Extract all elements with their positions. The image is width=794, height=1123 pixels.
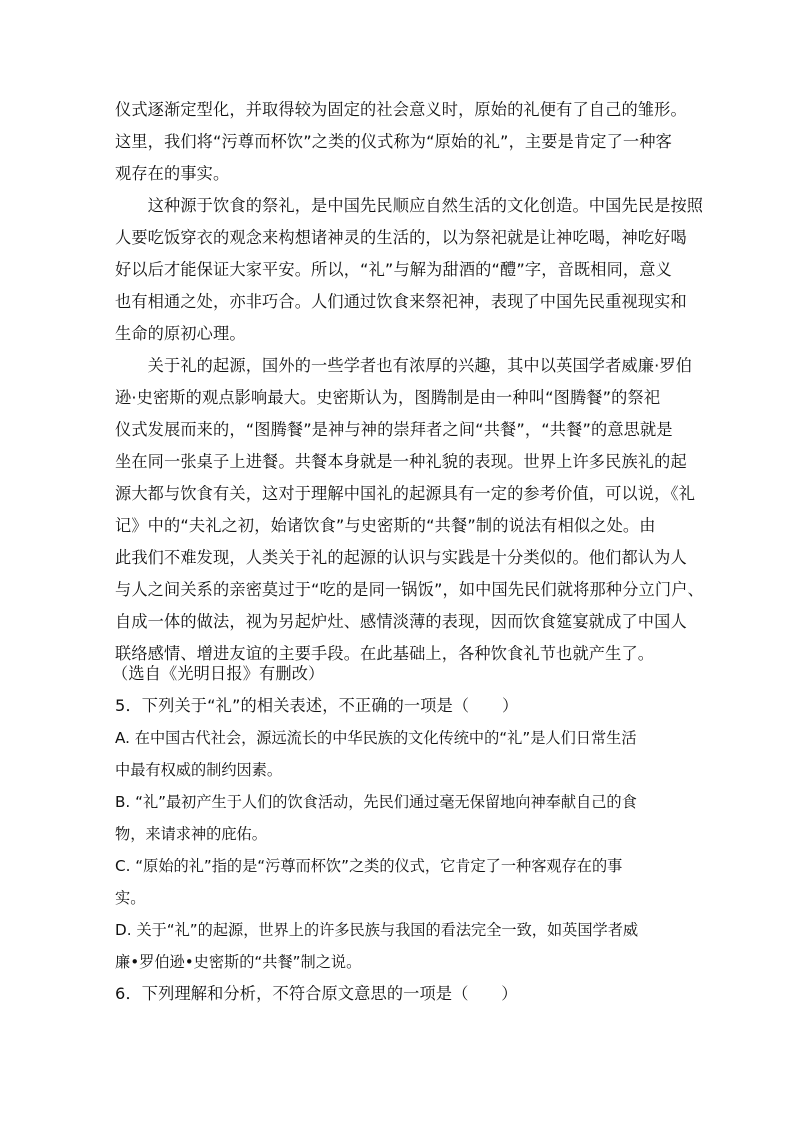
question-5-option-c-cont: 实。 xyxy=(115,889,146,907)
text-line: 这里，我们将“污尊而杯饮”之类的仪式称为“原始的礼”，主要是肯定了一种客 xyxy=(115,132,672,151)
question-5-option-a: A. 在中国古代社会，源远流长的中华民族的文化传统中的“礼”是人们日常生活 xyxy=(115,729,637,747)
source-citation: （选自《光明日报》有删改） xyxy=(112,664,325,683)
text-line: 逊·史密斯的观点影响最大。史密斯认为，图腾制是由一种叫“图腾餐”的祭祀 xyxy=(115,388,661,407)
question-5-stem: 5．下列关于“礼”的相关表述，不正确的一项是（ ） xyxy=(115,696,519,715)
text-line: 此我们不难发现，人类关于礼的起源的认识与实践是十分类似的。他们都认为人 xyxy=(115,548,687,567)
question-5-option-c: C. “原始的礼”指的是“污尊而杯饮”之类的仪式，它肯定了一种客观存在的事 xyxy=(115,857,623,875)
question-5-option-a-cont: 中最有权威的制约因素。 xyxy=(115,761,283,779)
text-line: 观存在的事实。 xyxy=(115,164,230,183)
text-line: 这种源于饮食的祭礼，是中国先民顺应自然生活的文化创造。中国先民是按照 xyxy=(115,196,704,215)
text-line: 仪式发展而来的，“图腾餐”是神与神的崇拜者之间“共餐”，“共餐”的意思就是 xyxy=(115,420,673,439)
question-5-option-d-cont: 廉•罗伯逊•史密斯的“共餐”制之说。 xyxy=(115,953,362,971)
text-line: 联络感情、增进友谊的主要手段。在此基础上，各种饮食礼节也就产生了。 xyxy=(115,644,655,663)
text-line: 人要吃饭穿衣的观念来构想诸神灵的生活的，以为祭祀就是让神吃喝，神吃好喝 xyxy=(115,228,687,247)
text-line: 与人之间关系的亲密莫过于“吃的是同一锅饭”，如中国先民们就将那种分立门户、 xyxy=(115,580,704,599)
text-line: 源大都与饮食有关，这对于理解中国礼的起源具有一定的参考价值，可以说，《礼 xyxy=(115,484,696,503)
question-6-stem: 6．下列理解和分析，不符合原文意思的一项是（ ） xyxy=(115,984,518,1003)
text-line: 好以后才能保证大家平安。所以，“礼”与解为甜酒的“醴”字，音既相同，意义 xyxy=(115,260,672,279)
question-5-option-b: B. “礼”最初产生于人们的饮食活动，先民们通过毫无保留地向神奉献自己的食 xyxy=(115,793,637,811)
text-line: 坐在同一张桌子上进餐。共餐本身就是一种礼貌的表现。世界上许多民族礼的起 xyxy=(115,452,687,471)
text-line: 记》中的“夫礼之初，始诸饮食”与史密斯的“共餐”制的说法有相似之处。由 xyxy=(115,516,656,535)
question-5-option-d: D. 关于“礼”的起源，世界上的许多民族与我国的看法完全一致，如英国学者威 xyxy=(115,921,639,939)
text-line: 自成一体的做法，视为另起炉灶、感情淡薄的表现，因而饮食筵宴就成了中国人 xyxy=(115,612,687,631)
question-5-option-b-cont: 物，来请求神的庇佑。 xyxy=(115,825,267,843)
text-line: 关于礼的起源，国外的一些学者也有浓厚的兴趣，其中以英国学者威廉·罗伯 xyxy=(115,356,693,375)
text-line: 也有相通之处，亦非巧合。人们通过饮食来祭祀神，表现了中国先民重视现实和 xyxy=(115,292,687,311)
text-line: 生命的原初心理。 xyxy=(115,324,246,343)
text-line: 仪式逐渐定型化，并取得较为固定的社会意义时，原始的礼便有了自己的雏形。 xyxy=(115,100,687,119)
